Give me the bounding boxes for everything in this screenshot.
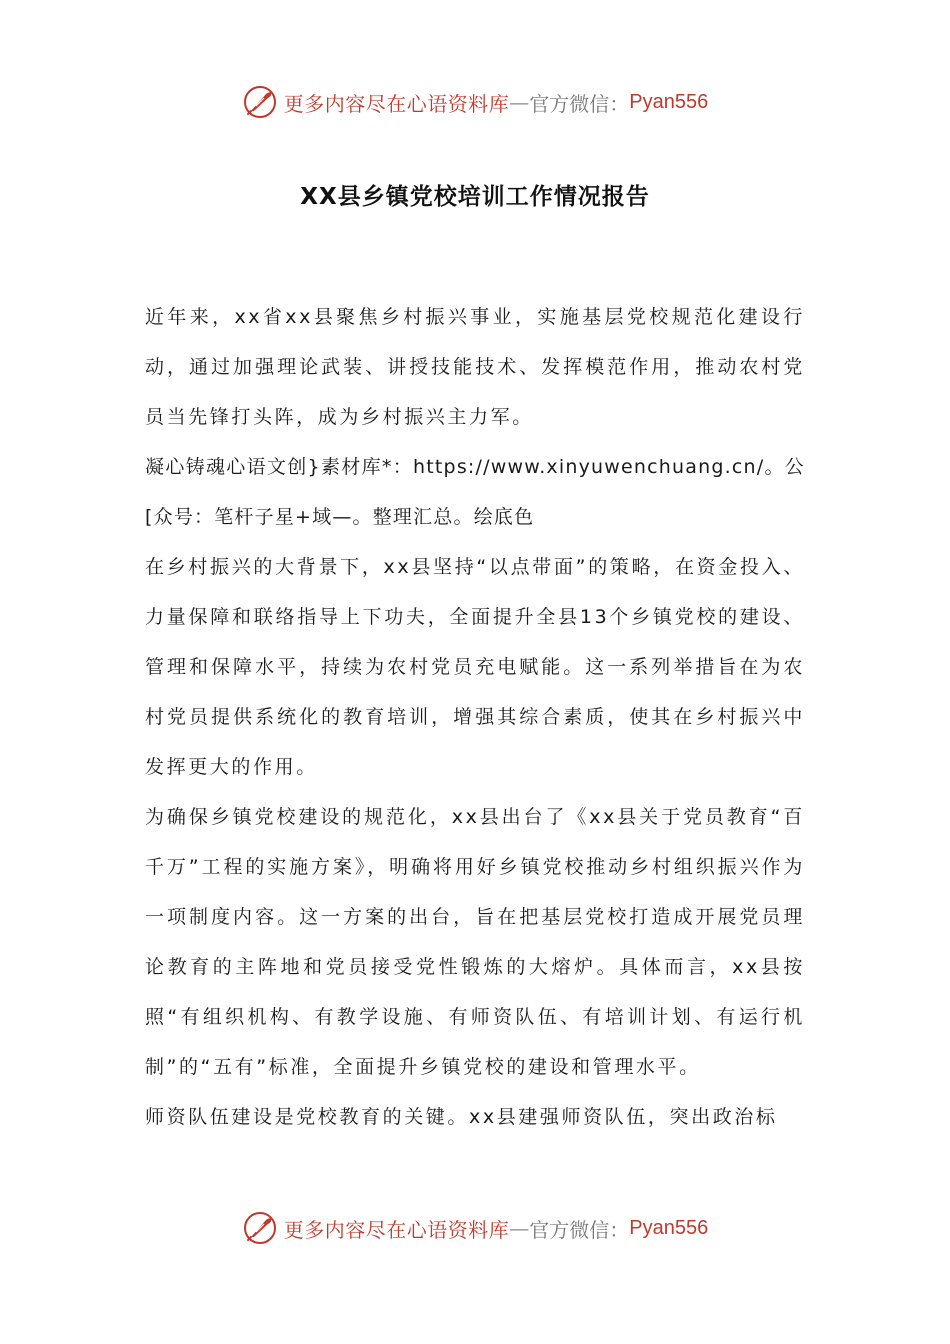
watermark-wechat-label: 官方微信： <box>529 1217 630 1242</box>
watermark-wechat-label: 官方微信： <box>529 91 630 116</box>
watermark-separator: — <box>509 1216 530 1240</box>
watermark-text: 更多内容尽在心语资料库 <box>283 1217 510 1242</box>
watermark-text: 更多内容尽在心语资料库 <box>283 91 510 116</box>
footer-watermark <box>0 1206 950 1250</box>
paragraph: 师资队伍建设是党校教育的关键。xx县建强师资队伍，突出政治标 <box>145 1106 778 1128</box>
quill-pen-icon <box>242 1210 278 1246</box>
watermark-wechat-id: Pyan556 <box>629 1216 709 1239</box>
paragraph: 在乡村振兴的大背景下，xx县坚持“以点带面”的策略，在资金投入、力量保障和联络指导上下功夫，全面提升全县13个乡镇党校的建设、管理和保障水平，持续为农村党员充电赋能。这一系列举措旨在为农村党员提供系统化的教育培训，增强其综合素质，使其在乡村振兴中发挥更大的作用。 <box>145 556 805 778</box>
paragraph: 为确保乡镇党校建设的规范化，xx县出台了《xx县关于党员教育“百千万”工程的实施方案》，明确将用好乡镇党校推动乡村组织振兴作为一项制度内容。这一方案的出台，旨在把基层党校打造成开展党员理论教育的主阵地和党员接受党性锻炼的大熔炉。具体而言，xx县按照“有组织机构、有教学设施、有师资队伍、有培训计划、有运行机制”的“五有”标准，全面提升乡镇党校的建设和管理水平。 <box>145 806 805 1078</box>
header-watermark <box>0 80 950 124</box>
paragraph: 近年来，xx省xx县聚焦乡村振兴事业，实施基层党校规范化建设行动，通过加强理论武装、讲授技能技术、发挥模范作用，推动农村党员当先锋打头阵，成为乡村振兴主力军。 <box>145 306 805 428</box>
paragraph: 凝心铸魂心语文创}素材库*：https://www.xinyuwenchuang.cn/。公[众号：笔杆子星+域—。整理汇总。绘底色 <box>145 456 805 528</box>
document-body <box>145 292 805 1142</box>
document-title: XX县乡镇党校培训工作情况报告 <box>300 184 650 210</box>
watermark-separator: — <box>509 90 530 114</box>
quill-pen-icon <box>242 84 278 120</box>
watermark-wechat-id: Pyan556 <box>629 90 709 113</box>
